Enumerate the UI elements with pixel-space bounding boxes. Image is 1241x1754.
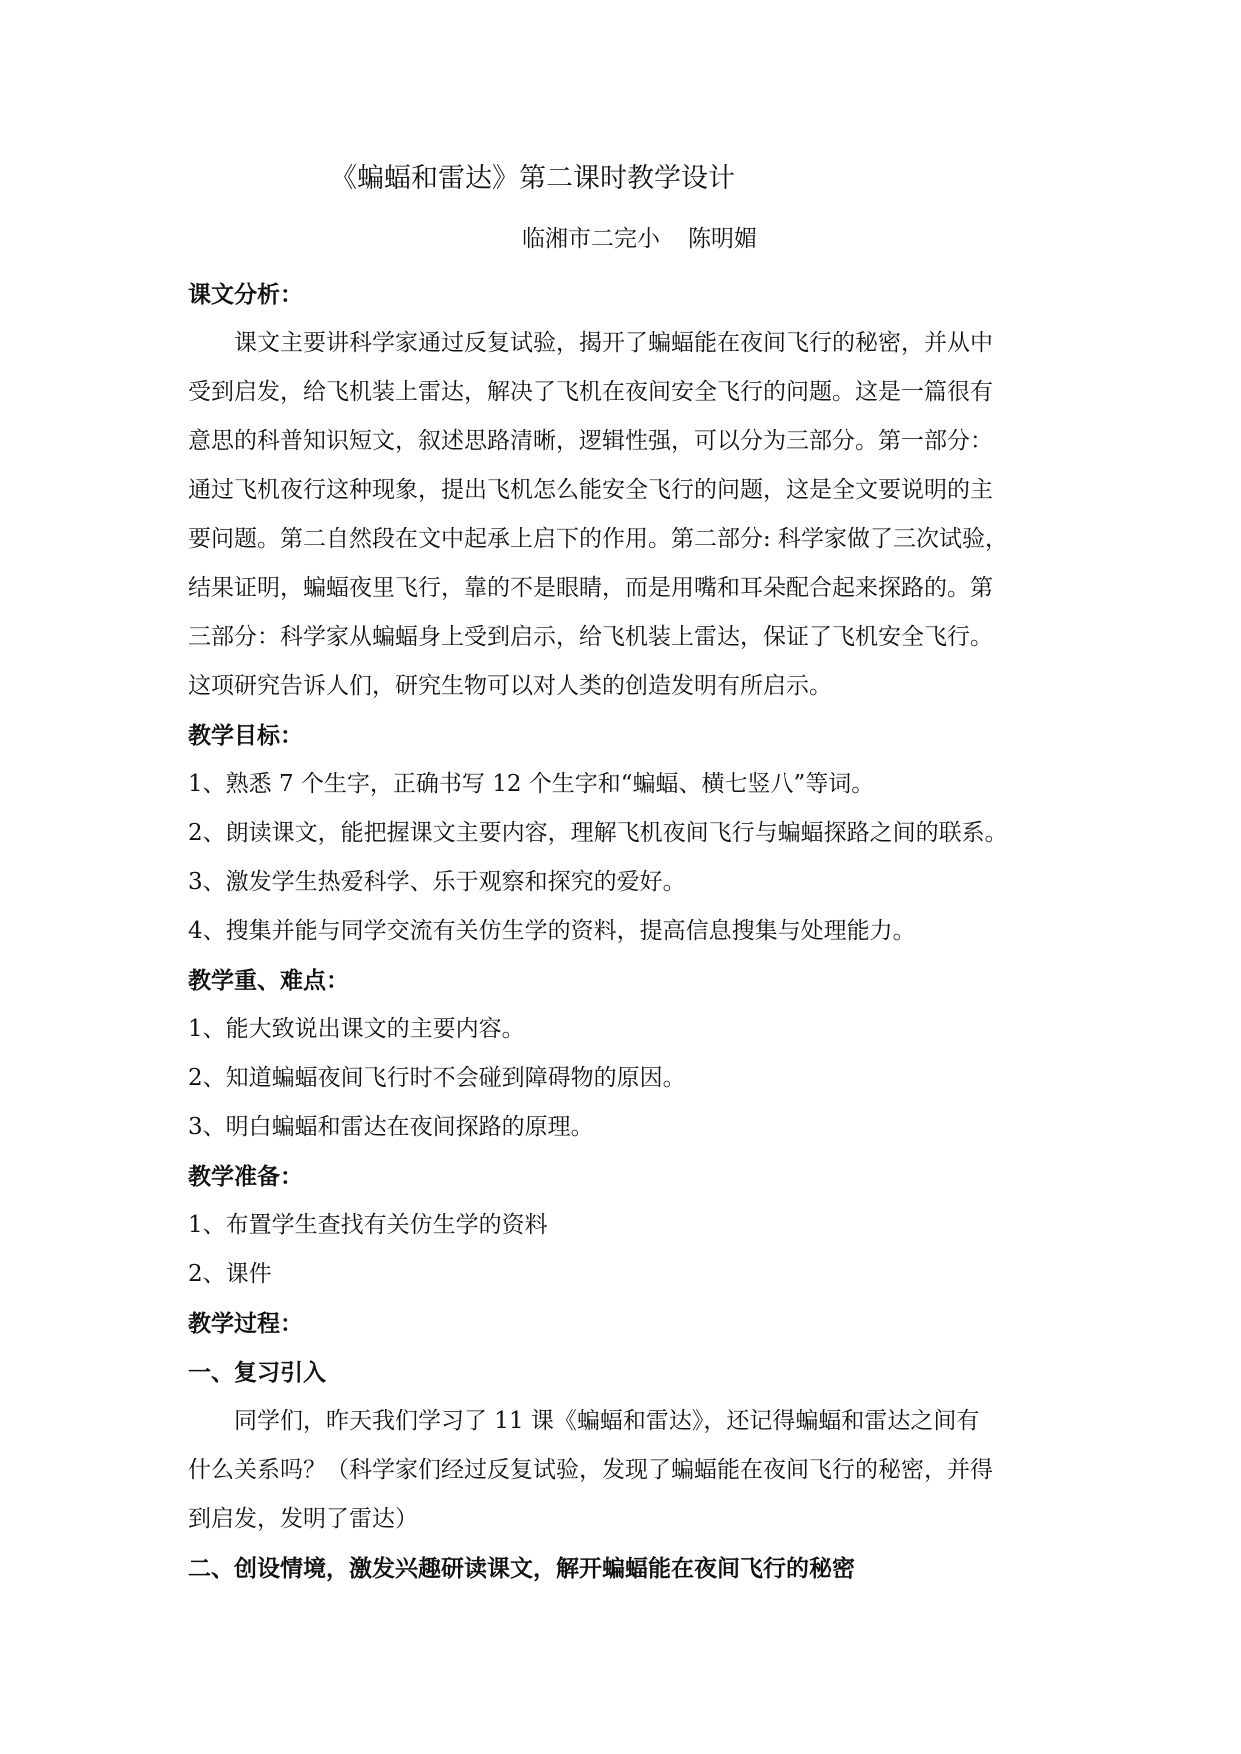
analysis-line: 这项研究告诉人们，研究生物可以对人类的创造发明有所启示。: [188, 673, 832, 699]
goal-item: 3、激发学生热爱科学、乐于观察和探究的爱好。: [188, 869, 686, 895]
author-line: [522, 223, 757, 255]
step-review-line: 到启发，发明了雷达）: [188, 1506, 418, 1532]
key-point-item: 2、知道蝙蝠夜间飞行时不会碰到障碍物的原因。: [188, 1065, 686, 1091]
section-heading-key-points: 教学重、难点：: [188, 967, 349, 994]
author-school: 临湘市二完小: [522, 226, 660, 252]
goal-item: 2、朗读课文，能把握课文主要内容，理解飞机夜间飞行与蝙蝠探路之间的联系。: [188, 820, 1008, 846]
prep-item: 1、布置学生查找有关仿生学的资料: [188, 1212, 548, 1238]
analysis-line: 结果证明，蝙蝠夜里飞行，靠的不是眼睛，而是用嘴和耳朵配合起来探路的。第: [188, 575, 993, 601]
section-heading-analysis: 课文分析：: [188, 281, 303, 308]
section-heading-goals: 教学目标：: [188, 722, 303, 749]
section-heading-process: 教学过程：: [188, 1310, 303, 1337]
analysis-line: 三部分：科学家从蝙蝠身上受到启示，给飞机装上雷达，保证了飞机安全飞行。: [188, 624, 993, 650]
prep-item: 2、课件: [188, 1261, 272, 1287]
goal-item: 1、熟悉 7 个生字，正确书写 12 个生字和“蝙蝠、横七竖八”等词。: [188, 771, 875, 797]
author-name: 陈明媚: [688, 226, 757, 252]
step-review-line: 同学们，昨天我们学习了 11 课《蝙蝠和雷达》，还记得蝙蝠和雷达之间有: [234, 1408, 980, 1434]
analysis-line: 受到启发，给飞机装上雷达，解决了飞机在夜间安全飞行的问题。这是一篇很有: [188, 379, 993, 405]
key-point-item: 1、能大致说出课文的主要内容。: [188, 1016, 525, 1042]
analysis-line: 意思的科普知识短文，叙述思路清晰，逻辑性强，可以分为三部分。第一部分：: [188, 428, 993, 454]
document-body: [188, 270, 1064, 1593]
analysis-line: 要问题。第二自然段在文中起承上启下的作用。第二部分: 科学家做了三次试验，: [188, 526, 1009, 552]
page-title: 《蝙蝠和雷达》第二课时教学设计: [330, 163, 735, 194]
analysis-line: 通过飞机夜行这种现象，提出飞机怎么能安全飞行的问题，这是全文要说明的主: [188, 477, 993, 503]
step-heading-review: 一、复习引入: [188, 1359, 326, 1386]
step-review-line: 什么关系吗？（科学家们经过反复试验，发现了蝙蝠能在夜间飞行的秘密，并得: [188, 1457, 993, 1483]
goal-item: 4、搜集并能与同学交流有关仿生学的资料，提高信息搜集与处理能力。: [188, 918, 916, 944]
section-heading-prep: 教学准备：: [188, 1163, 303, 1190]
key-point-item: 3、明白蝙蝠和雷达在夜间探路的原理。: [188, 1114, 594, 1140]
analysis-line: 课文主要讲科学家通过反复试验，揭开了蝙蝠能在夜间飞行的秘密，并从中: [234, 330, 993, 356]
step-heading-context: 二、创设情境，激发兴趣研读课文，解开蝙蝠能在夜间飞行的秘密: [188, 1555, 855, 1582]
